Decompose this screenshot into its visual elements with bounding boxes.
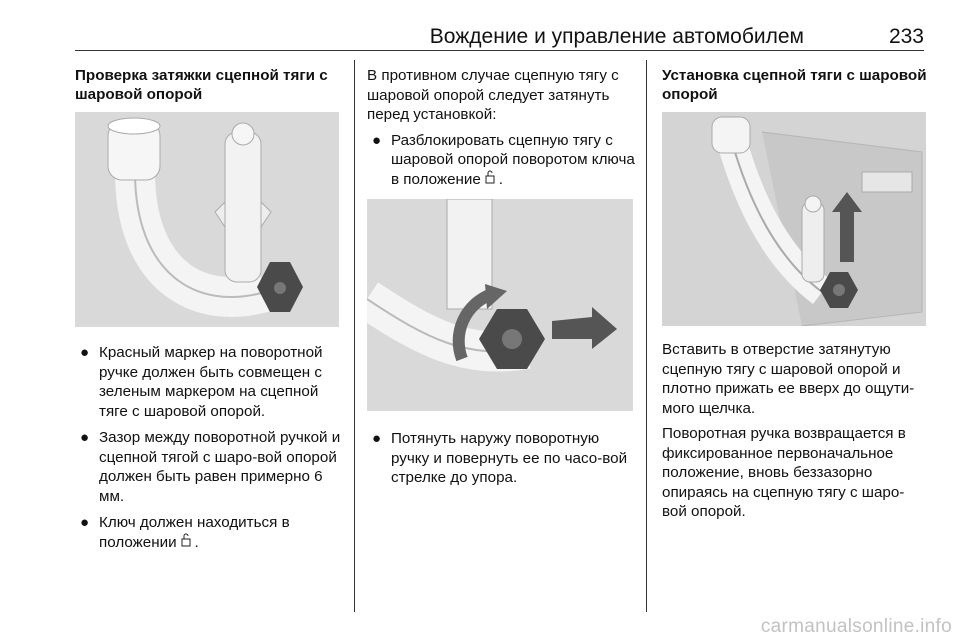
bullet-text: Ключ должен находиться в положении [99, 514, 290, 551]
unlocked-padlock-icon [181, 535, 195, 550]
paragraph: Вставить в отверстие затянутую сцепную тягу с шаровой опорой и плотно прижать ее вверх до ощути-мого щелчка. [662, 341, 915, 417]
bullet-item: ● Разблокировать сцепную тягу с шаровой опорой поворотом ключа в положение . [372, 131, 635, 188]
towbar-installation-illustration [662, 112, 926, 326]
knob-release-figure [367, 199, 633, 411]
page-number: 233 [888, 25, 924, 48]
column-3 [662, 66, 927, 528]
knob-release-illustration [367, 199, 633, 411]
column-1 [75, 66, 345, 559]
bullet-text: Потянуть наружу поворотную ручку и повернуть ее по часо-вой стрелке до упора. [391, 430, 628, 486]
bullet-dot: ● [372, 430, 382, 447]
column-divider [354, 60, 355, 612]
section-heading: Проверка затяжки сцепной тяги с шаровой опорой [75, 67, 328, 103]
bullet-text: Зазор между поворотной ручкой и сцепной тягой с шаро-вой опорой должен быть равен примерно 6 мм. [99, 429, 341, 505]
bullet-dot: ● [80, 429, 90, 446]
intro-paragraph: В противном случае сцепную тягу с шаровой опорой следует затянуть перед установкой: [367, 67, 619, 123]
towbar-figure [75, 112, 339, 327]
paragraph: Поворотная ручка возвращается в фиксированное первоначальное положение, вновь беззазорно опираясь на сцепную тягу с шаро-вой опорой. [662, 425, 906, 520]
towbar-installation-figure [662, 112, 926, 326]
header-rule [75, 50, 924, 51]
page-header-title: Вождение и управление автомобилем [429, 25, 804, 48]
watermark: carmanualsonline.info [760, 616, 952, 637]
bullet-text: Разблокировать сцепную тягу с шаровой опорой поворотом ключа в положение [391, 131, 635, 188]
bullet-item: ● Ключ должен находиться в положении . [80, 514, 290, 551]
bullet-dot: ● [80, 344, 90, 361]
bullet-item [75, 428, 345, 506]
column-2 [367, 66, 635, 495]
bullet-dot: ● [80, 514, 90, 531]
section-heading: Установка сцепной тяги с шаровой опорой [662, 67, 927, 103]
bullet-text: Красный маркер на поворотной ручке должен быть совмещен с зеленым маркером на сцепной тяге с шаровой опорой. [99, 344, 323, 420]
bullet-dot: ● [372, 131, 382, 149]
pull-out-arrow [552, 307, 617, 349]
column-divider [646, 60, 647, 612]
bullet-item [367, 429, 635, 488]
towbar-illustration [75, 112, 339, 327]
bullet-item [75, 343, 345, 421]
page-header [75, 22, 924, 50]
unlocked-padlock-icon [485, 172, 499, 187]
